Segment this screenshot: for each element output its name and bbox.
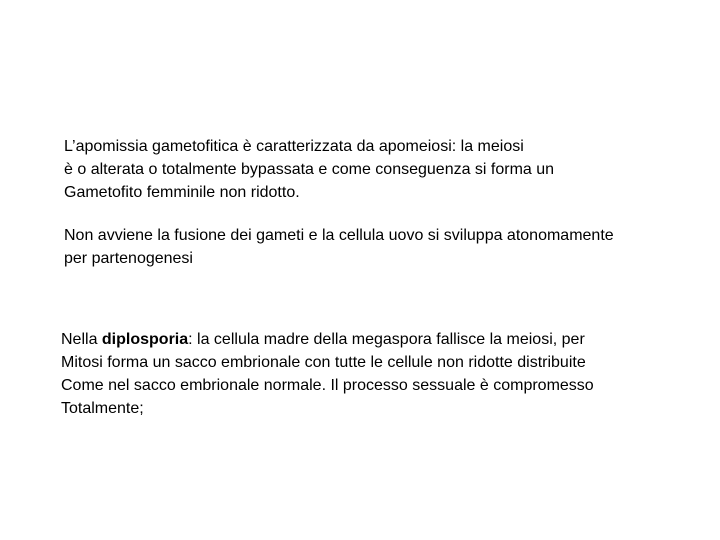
paragraph-partenogenesi bbox=[64, 224, 614, 270]
text-segment: : la cellula madre della megaspora fallisce la meiosi, per bbox=[188, 331, 585, 348]
paragraph-diplosporia bbox=[61, 328, 594, 420]
paragraph-apomissia bbox=[64, 135, 554, 204]
text-line: Mitosi forma un sacco embrionale con tutte le cellule non ridotte distribuite bbox=[61, 354, 586, 371]
text-line: Gametofito femminile non ridotto. bbox=[64, 184, 300, 201]
term-diplosporia: diplosporia bbox=[101, 331, 189, 348]
text-line: L’apomissia gametofitica è caratterizzata da apomeiosi: la meiosi bbox=[64, 138, 524, 155]
text-line: Totalmente; bbox=[61, 400, 144, 417]
text-segment: Nella bbox=[61, 331, 102, 348]
text-line: Come nel sacco embrionale normale. Il processo sessuale è compromesso bbox=[61, 377, 594, 394]
text-line: Non avviene la fusione dei gameti e la cellula uovo si sviluppa atonomamente bbox=[64, 227, 614, 244]
text-line: per partenogenesi bbox=[64, 250, 193, 267]
text-line: è o alterata o totalmente bypassata e come conseguenza si forma un bbox=[64, 161, 555, 178]
text-line bbox=[61, 328, 594, 351]
